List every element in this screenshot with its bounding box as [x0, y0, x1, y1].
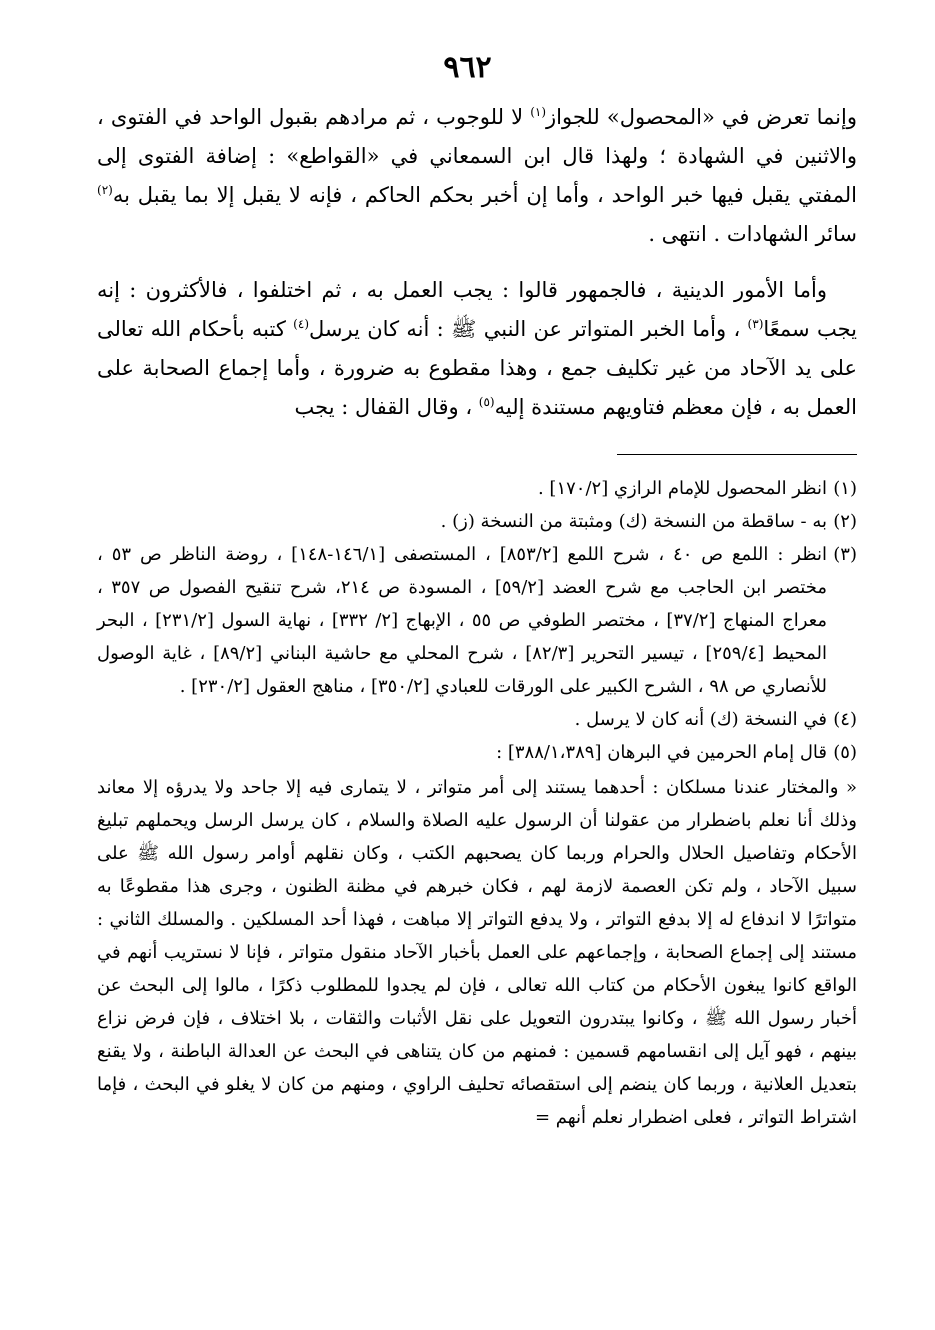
paragraph-2-part-4: ، وقال القفال : يجب	[294, 395, 479, 419]
paragraph-2-part-1: وأما الأمور الدينية ، فالجمهور قالوا : يجب العمل به ، ثم اختلفوا ، فالأكثرون : إنه يجب سمعًا	[97, 278, 857, 341]
paragraph-2-part-3: كتبه بأحكام الله تعالى على يد الآحاد من غير تكليف جمع ، وهذا مقطوع به ضرورة ، وأما إجماع الصحابة على العمل به ، فإن معظم فتاويهم مستندة إليه	[97, 317, 857, 419]
footnote-text: قال إمام الحرمين في البرهان [٣٨٨/١،٣٨٩] :	[496, 742, 827, 763]
footnote-text: به - ساقطة من النسخة (ك) ومثبتة من النسخة (ز) .	[440, 511, 827, 532]
footnote-ref-2: (٢)	[97, 183, 113, 197]
footnote-3	[97, 538, 857, 703]
footnote-4	[97, 703, 857, 736]
paragraph-2-part-2: ، وأما الخبر المتواتر عن النبي ﷺ : أنه كان يرسل	[309, 317, 748, 341]
paragraph-1-part-1: وإنما تعرض في «المحصول» للجواز	[546, 105, 857, 129]
footnote-separator	[617, 454, 857, 455]
paragraph-1-part-3: سائر الشهادات . انتهى .	[648, 222, 857, 246]
footnote-text: في النسخة (ك) أنه كان لا يرسل .	[574, 709, 827, 730]
footnote-5-quotation: « والمختار عندنا مسلكان : أحدهما يستند إلى أمر متواتر ، لا يتمارى فيه إلا جاحد ولا يدرؤه إلا معاند وذلك أنا نعلم باضطرار من عقولنا أن الرسول عليه الصلاة والسلام ، كان يرسل الرسل ويحملهم تبليغ الأحكام وتفاصيل الحلال والحرام وربما كان يصحبهم الكتب ، وكان نقلهم أوامر رسول الله ﷺ على سبيل الآحاد ، ولم تكن العصمة لازمة لهم ، فكان خبرهم في مظنة الظنون ، وجرى هذا مقطوعًا به متواترًا لا اندفاع له إلا بدفع التواتر ، ولا يدفع التواتر إلا مباهت ، فهذا أحد المسلكين . والمسلك الثاني : مستند إلى إجماع الصحابة ، وإجماعهم على العمل بأخبار الآحاد منقول متواتر ، فإنا لا نستريب أنهم في الواقع كانوا يبغون الأحكام من كتاب الله تعالى ، فإن لم يجدوا للمطلوب ذكرًا ، مالوا إلى البحث عن أخبار رسول الله ﷺ ، وكانوا يبتدرون التعويل على نقل الأثبات والثقات ، بلا اختلاف ، فإن فرض نزاع بينهم ، فهو آيل إلى انقسامهم قسمين : فمنهم من كان يتناهى في البحث عن العدالة الباطنة ، ولا يقنع بتعديل العلانية ، وربما كان ينضم إلى استقصائه تحليف الراوي ، ومنهم من كان لا يغلو في البحث ، فإما اشتراط التواتر ، فعلى اضطرار نعلم أنهم =	[97, 777, 857, 1128]
paragraph-1-part-2: لا للوجوب ، ثم مرادهم بقبول الواحد في الفتوى ، والاثنين في الشهادة ؛ ولهذا قال ابن السمعاني في «القواطع» : إضافة الفتوى إلى المفتي يقبل فيها خبر الواحد ، وأما إن أخبر بحكم الحاكم ، فإنه لا يقبل إلا بما يقبل به	[97, 105, 857, 207]
footnote-number: (٣)	[833, 544, 857, 565]
footnote-ref-5: (٥)	[478, 395, 495, 409]
footnote-number: (١)	[833, 478, 857, 499]
footnote-ref-3: (٣)	[747, 317, 764, 331]
paragraph-1	[97, 98, 857, 254]
footnote-2	[97, 505, 857, 538]
footnote-ref-1: (١)	[530, 105, 547, 119]
footnote-1	[97, 472, 857, 505]
footnote-text: انظر المحصول للإمام الرازي [١٧٠/٢] .	[537, 478, 827, 499]
footnote-ref-4: (٤)	[293, 317, 309, 331]
footnote-number: (٥)	[833, 742, 857, 763]
footnote-number: (٢)	[833, 511, 857, 532]
main-text	[97, 98, 857, 427]
footnote-text: انظر : اللمع ص ٤٠ ، شرح اللمع [٨٥٣/٢] ، المستصفى [١٤٦/١-١٤٨] ، روضة الناظر ص ٥٣ ، مختصر ابن الحاجب مع شرح العضد [٥٩/٢] ، المسودة ص ٢١٤، شرح تنقيح الفصول ص ٣٥٧ ، معراج المنهاج [٣٧/٢] ، مختصر الطوفي ص ٥٥ ، الإبهاج [٢/ ٣٣٢] ، نهاية السول [٢٣١/٢] ، البحر المحيط [٢٥٩/٤] ، تيسير التحرير [٨٢/٣] ، شرح المحلي مع حاشية البناني [٨٩/٢] ، غاية الوصول للأنصاري ص ٩٨ ، الشرح الكبير على الورقات للعبادي [٣٥٠/٢] ، مناهج العقول [٢٣٠/٢] .	[97, 544, 828, 697]
paragraph-2	[97, 271, 857, 427]
footnote-5	[97, 736, 857, 769]
page-number: ٩٦٢	[443, 50, 492, 85]
footnotes	[97, 472, 857, 1134]
footnote-number: (٤)	[833, 709, 857, 730]
